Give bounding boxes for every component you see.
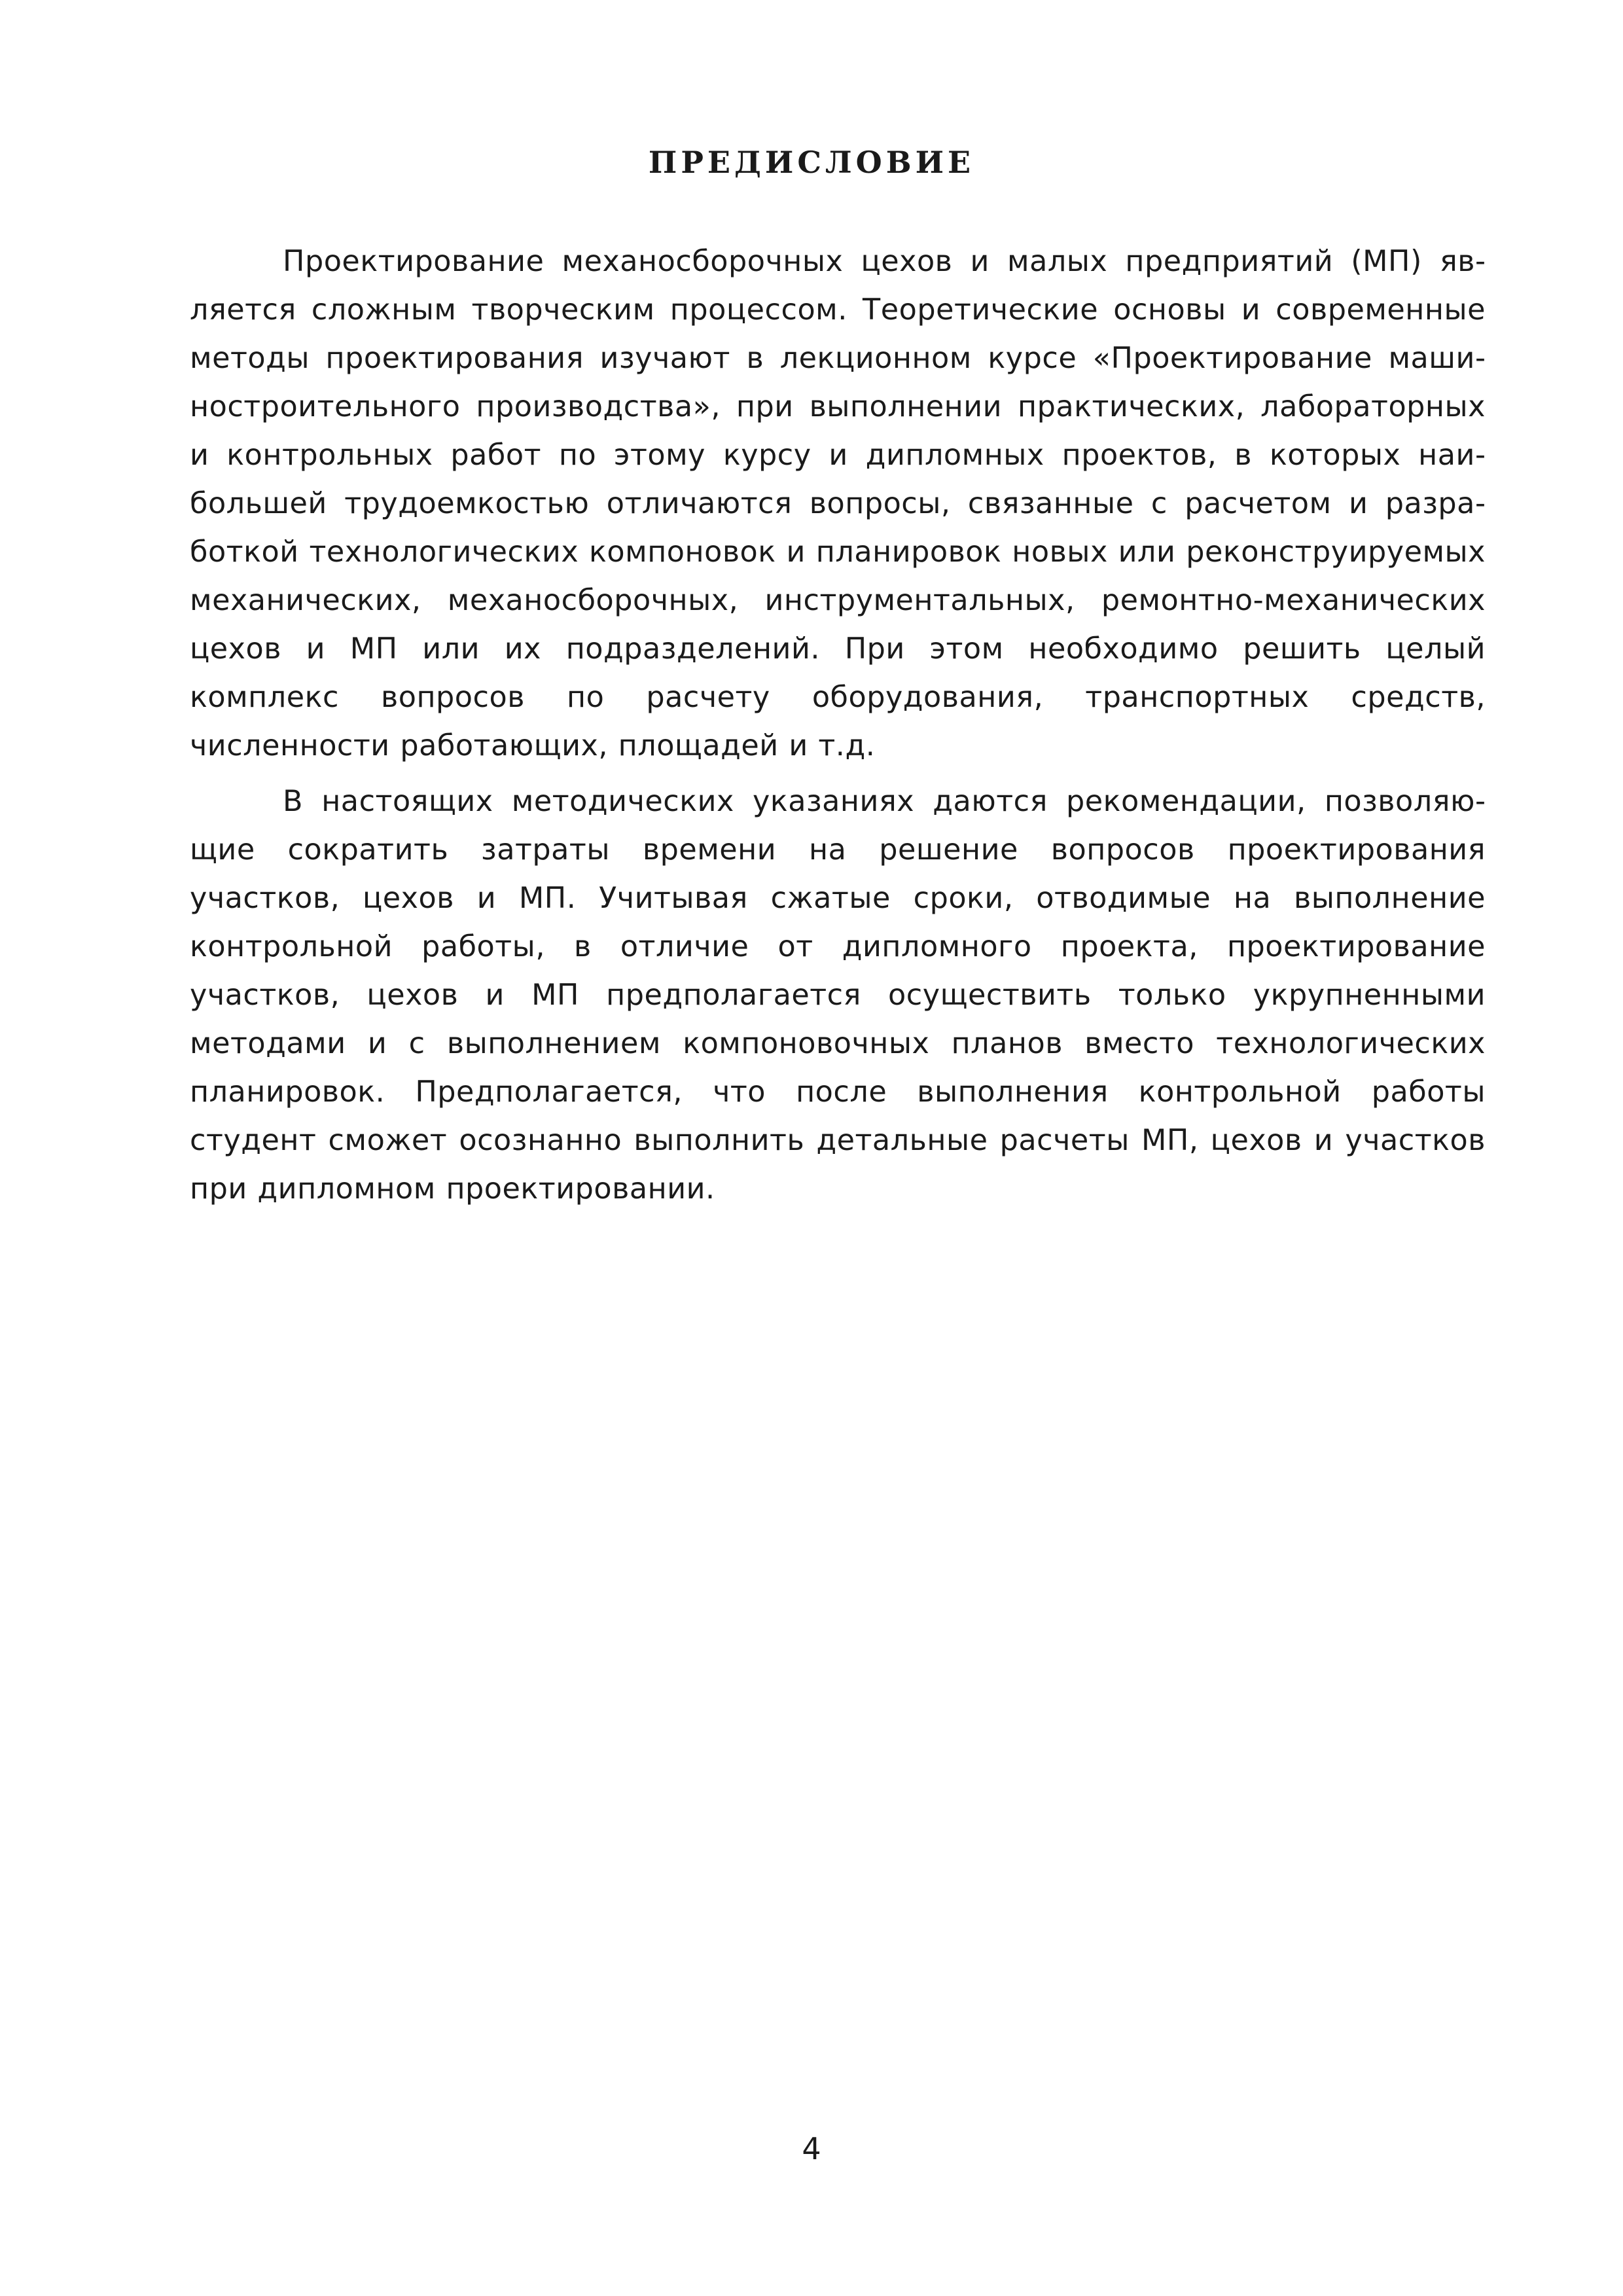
paragraph-2: В настоящих методических указаниях даются рекомендации, позволяющие сократить затраты времени на решение вопросов проектирования участков, цехов и МП. Учитывая сжатые сроки, отводимые на выполнение контрольной работы, в отличие от дипломного проекта, проектирование участков, цехов и МП предполагается осуществить только укрупненными методами и с выполнением компоновочных планов вместо технологических планировок. Предполагается, что после выполнения контрольной работы студент сможет осознанно выполнить детальные расчеты МП, цехов и участков при дипломном проектировании. xyxy=(190,785,1486,1206)
paragraph-1: Проектирование механосборочных цехов и малых предприятий (МП) является сложным творческим процессом. Теоретические основы и современные методы проектирования изучают в лекционном курсе «Проектирование машиностроительного производства», при выполнении практических, лабораторных и контрольных работ по этому курсу и дипломных проектов, в которых наибольшей трудоемкостью отличаются вопросы, связанные с расчетом и разработкой технологических компоновок и планировок новых или реконструируемых механических, механосборочных, инструментальных, ремонтно-механических цехов и МП или их подразделений. При этом необходимо решить целый комплекс вопросов по расчету оборудования, транспортных средств, численности работающих, площадей и т.д. xyxy=(190,245,1486,762)
section-heading: ПРЕДИСЛОВИЕ xyxy=(648,145,975,180)
page-number: 4 xyxy=(802,2131,821,2166)
body-text xyxy=(190,238,1486,1221)
